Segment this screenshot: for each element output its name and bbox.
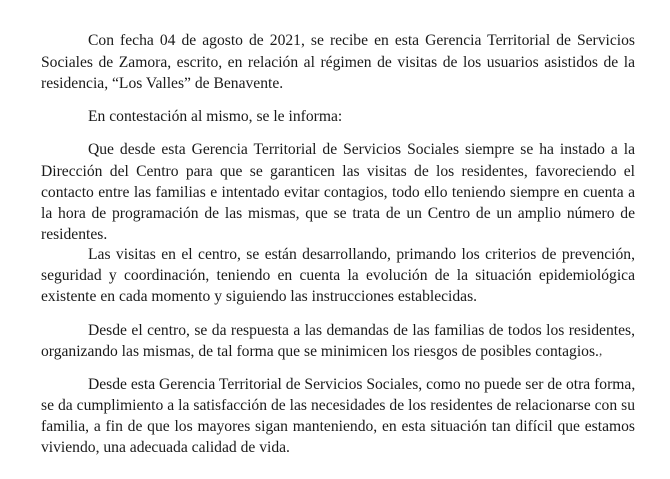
paragraph-1-line-2: Sociales de Zamora, escrito, en relación al régimen de visitas de los usuarios asistidos de la (41, 54, 635, 71)
paragraph-5-line-2: organizando las mismas, de tal forma que se minimicen los riesgos de posibles contagios. (41, 343, 599, 360)
paragraph-3-line-4: la hora de programación de las mismas, que se trata de un Centro de un amplio número de (41, 205, 635, 222)
paragraph-4-line-2: seguridad y coordinación, teniendo en cuenta la evolución de la situación epidemiológica (41, 267, 635, 284)
paragraph-6-line-1: Desde esta Gerencia Territorial de Servicios Sociales, como no puede ser de otra forma, (88, 376, 636, 393)
paragraph-4-line-3: existente en cada momento y siguiendo las instrucciones establecidas. (41, 288, 478, 305)
paragraph-1-line-3: residencia, “Los Valles” de Benavente. (41, 75, 284, 92)
paragraph-6-line-2: se da cumplimiento a la satisfacción de las necesidades de los residentes de relacionarse con su (41, 397, 635, 414)
paragraph-6-line-3: familia, a fin de que los mayores sigan manteniendo, en esta situación tan difícil que estamos (41, 418, 635, 435)
paragraph-1-line-1: Con fecha 04 de agosto de 2021, se recibe en esta Gerencia Territorial de Servicios (88, 32, 635, 49)
stray-pen-mark: , (599, 343, 603, 358)
paragraph-6-line-4: viviendo, una adecuada calidad de vida. (41, 439, 290, 456)
paragraph-2-line-1: En contestación al mismo, se le informa: (88, 108, 343, 125)
paragraph-5-line-1: Desde el centro, se da respuesta a las demandas de las familias de todos los residentes, (88, 322, 635, 339)
paragraph-3-line-5: residentes. (41, 226, 108, 243)
paragraph-3-line-3: contacto entre las familias e intentado evitar contagios, todo ello teniendo siempre en cuenta a (41, 184, 635, 201)
paragraph-4-line-1: Las visitas en el centro, se están desarrollando, primando los criterios de prevención, (88, 246, 635, 263)
paragraph-3-line-1: Que desde esta Gerencia Territorial de Servicios Sociales siempre se ha instado a la (88, 141, 635, 158)
paragraph-3-line-2: Dirección del Centro para que se garanticen las visitas de los residentes, favoreciendo el (41, 163, 635, 180)
